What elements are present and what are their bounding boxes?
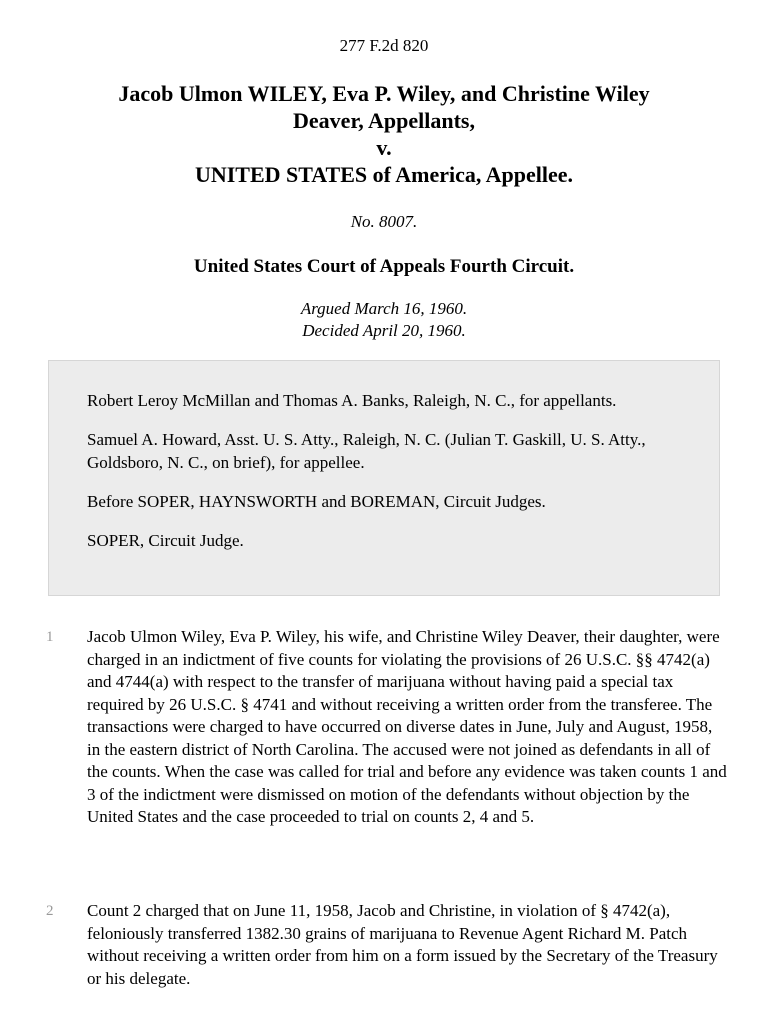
paragraph-number: 1 <box>46 629 54 645</box>
caption-appellee: UNITED STATES of America, Appellee. <box>194 162 574 187</box>
caption-versus: v. <box>376 135 392 160</box>
court-name: United States Court of Appeals Fourth Circuit. <box>193 256 575 277</box>
docket-number: No. 8007. <box>350 212 418 231</box>
decided-date: Decided April 20, 1960. <box>302 321 466 340</box>
paragraph-text: Count 2 charged that on June 11, 1958, Jacob and Christine, in violation of § 4742(a), feloniously transferred 1382.30 grains of marijuana to Revenue Agent Richard M. Patch without receiving a written order from him on a form issued by the Secretary of the Treasury or his delegate. <box>87 901 718 988</box>
case-dates <box>0 298 768 342</box>
case-caption <box>40 80 728 188</box>
argued-date: Argued March 16, 1960. <box>300 299 468 318</box>
paragraph-number: 2 <box>46 903 54 919</box>
paragraph-text: Jacob Ulmon Wiley, Eva P. Wiley, his wife, and Christine Wiley Deaver, their daughter, were charged in an indictment of five counts for violating the provisions of 26 U.S.C. §§ 4742(a) and 4744(a) with respect to the transfer of marijuana without having paid a special tax required by 26 U.S.C. § 4741 and without receiving a written order from the transferee. The transactions were charged to have occurred on diverse dates in June, July and August, 1958, in the eastern district of North Carolina. The accused were not joined as defendants in all of the counts. When the case was called for trial and before any evidence was taken counts 1 and 3 of the indictment were dismissed on motion of the defendants without objection by the United States and the case proceeded to trial on counts 2, 4 and 5. <box>87 627 727 826</box>
judges-panel: Before SOPER, HAYNSWORTH and BOREMAN, Circuit Judges. <box>87 492 546 511</box>
caption-parties-line-1: Jacob Ulmon WILEY, Eva P. Wiley, and Christine Wiley <box>118 81 650 106</box>
case-citation: 277 F.2d 820 <box>339 36 429 55</box>
counsel-appellee: Samuel A. Howard, Asst. U. S. Atty., Raleigh, N. C. (Julian T. Gaskill, U. S. Atty., Goldsboro, N. C., on brief), for appellee. <box>87 430 646 472</box>
caption-parties-line-2: Deaver, Appellants, <box>293 108 475 133</box>
opinion-author: SOPER, Circuit Judge. <box>87 531 244 550</box>
counsel-appellants: Robert Leroy McMillan and Thomas A. Banks, Raleigh, N. C., for appellants. <box>87 391 617 410</box>
counsel-panel <box>48 360 720 596</box>
